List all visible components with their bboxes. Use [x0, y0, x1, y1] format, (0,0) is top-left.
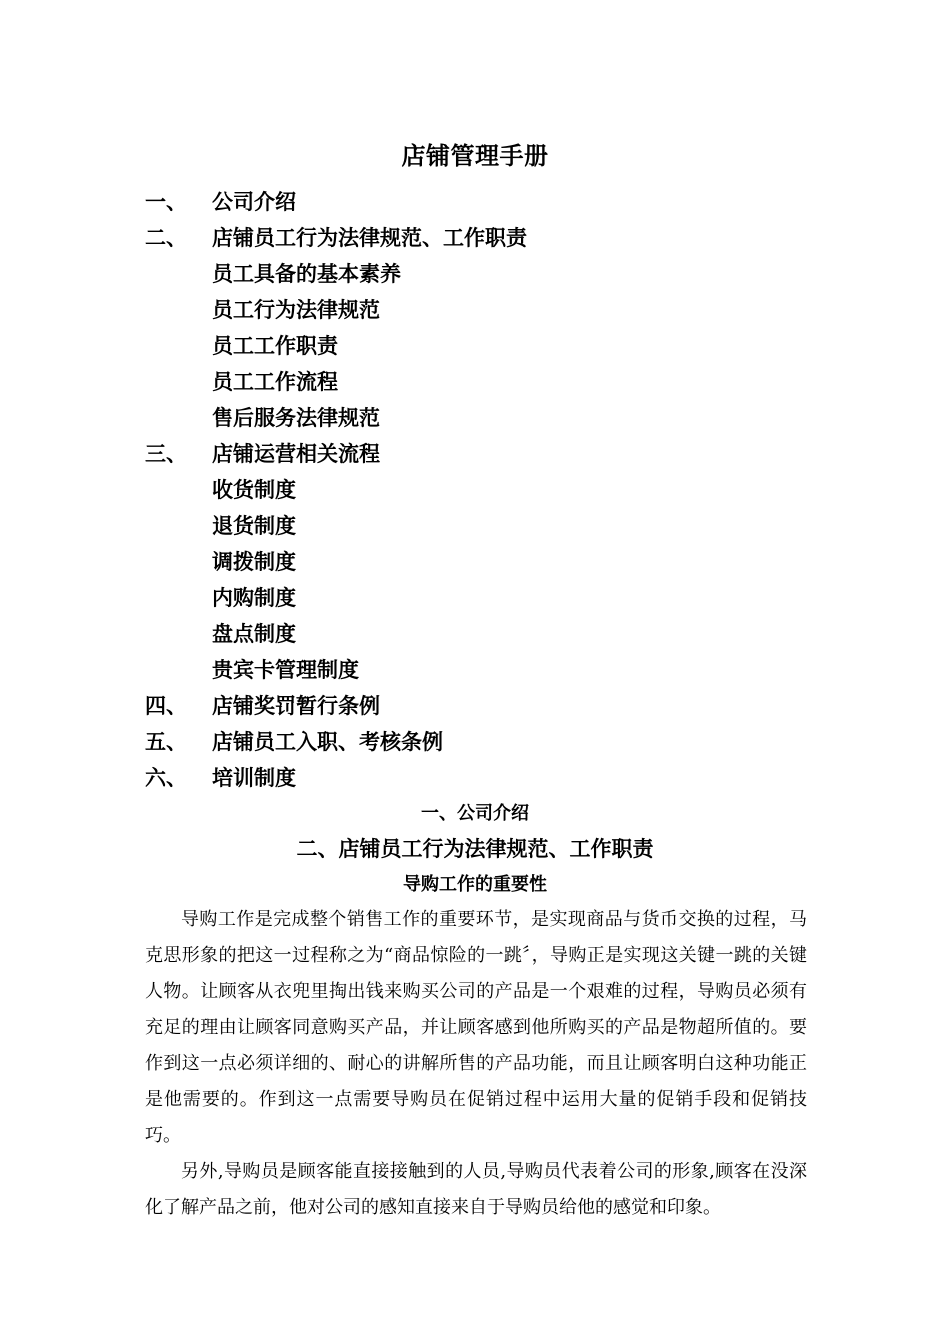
toc-subitem: 员工工作流程 [212, 369, 338, 394]
toc-subitem: 员工工作职责 [212, 333, 338, 358]
toc-subitem: 员工行为法律规范 [212, 297, 380, 322]
toc-subitem: 售后服务法律规范 [212, 405, 380, 430]
toc-subitem: 盘点制度 [212, 621, 296, 646]
toc-number: 一、 [145, 189, 187, 214]
toc-subitem: 调拨制度 [212, 549, 296, 574]
toc-item [145, 688, 825, 724]
table-of-contents [145, 184, 825, 796]
toc-subitem: 内购制度 [212, 585, 296, 610]
section-heading-company-intro: 一、公司介绍 [421, 803, 529, 824]
toc-item [145, 724, 825, 760]
toc-label: 店铺运营相关流程 [212, 441, 380, 466]
paragraph: 另外,导购员是顾客能直接接触到的人员,导购员代表着公司的形象,顾客在没深化了解产品之前，他对公司的感知直接来自于导购员给他的感觉和印象。 [145, 1161, 807, 1218]
body-text [145, 902, 807, 1226]
toc-item [145, 760, 825, 796]
toc-label: 店铺员工行为法律规范、工作职责 [212, 225, 527, 250]
toc-item [145, 436, 825, 472]
toc-label: 店铺员工入职、考核条例 [212, 729, 443, 754]
toc-label: 培训制度 [212, 765, 296, 790]
toc-number: 四、 [145, 693, 187, 718]
toc-item [145, 184, 825, 220]
document-title: 店铺管理手册 [401, 141, 549, 170]
toc-label: 店铺奖罚暂行条例 [212, 693, 380, 718]
toc-number: 二、 [145, 225, 187, 250]
toc-item [145, 220, 825, 256]
toc-number: 三、 [145, 441, 187, 466]
toc-number: 五、 [145, 729, 187, 754]
toc-number: 六、 [145, 765, 187, 790]
toc-subitem: 收货制度 [212, 477, 296, 502]
toc-subitem: 贵宾卡管理制度 [212, 657, 359, 682]
section-heading-employee-rules: 二、店铺员工行为法律规范、工作职责 [296, 836, 654, 861]
toc-subitem: 员工具备的基本素养 [212, 261, 401, 286]
subsection-heading: 导购工作的重要性 [403, 874, 547, 895]
toc-label: 公司介绍 [212, 189, 296, 214]
toc-subitem: 退货制度 [212, 513, 296, 538]
paragraph: 导购工作是完成整个销售工作的重要环节，是实现商品与货币交换的过程，马克思形象的把这一过程称之为“商品惊险的一跳〞，导购正是实现这关键一跳的关键人物。让顾客从衣兜里掏出钱来购买公司的产品是一个艰难的过程，导购员必须有充足的理由让顾客同意购买产品，并让顾客感到他所购买的产品是物超所值的。要作到这一点必须详细的、耐心的讲解所售的产品功能，而且让顾客明白这种功能正是他需要的。作到这一点需要导购员在促销过程中运用大量的促销手段和促销技巧。 [145, 909, 807, 1146]
